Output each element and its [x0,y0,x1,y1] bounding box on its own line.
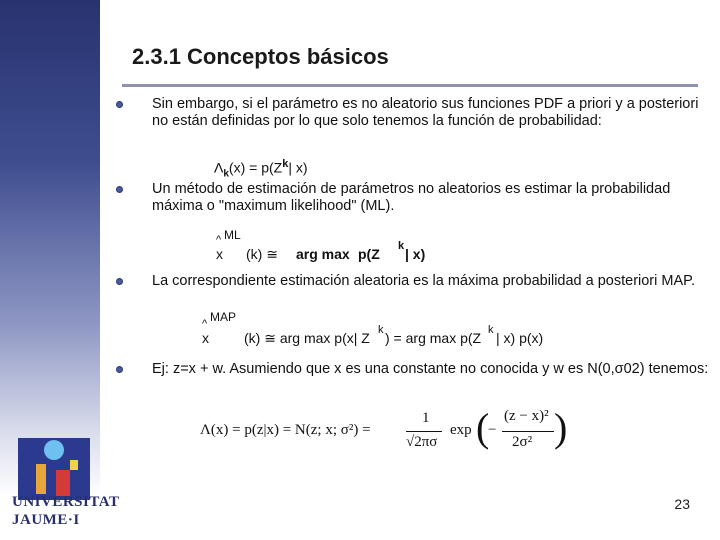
ml-rest: | x) [405,246,426,262]
gaussian-denominator: √2πσ [406,434,438,450]
map-hat: ^ [202,318,208,330]
lambda-subscript: k [223,168,229,180]
gaussian-minus: − [488,422,497,438]
gaussian-numerator: 1 [422,410,430,426]
ml-superscript-k: k [398,240,405,252]
ml-superscript: ML [224,228,241,242]
map-superscript: MAP [210,310,237,324]
university-name-line-1: UNIVERSITAT [12,494,120,510]
formula-map [202,310,562,352]
ml-k-part: (k) ≅ [246,246,278,262]
gaussian-exp: exp [450,422,472,438]
bullet-dot-icon [116,101,123,108]
gaussian-inner-fraction-line [502,431,554,432]
likelihood-superscript: k [282,158,289,170]
gaussian-fraction-line [406,431,442,432]
gaussian-inner-numerator: (z − x)² [504,408,549,424]
map-superscript-k1: k [378,324,384,336]
bullet-4-text: Ej: z=x + w. Asumiendo que x es una constante no conocida y w es N(0,σ02) tenemos: [152,361,709,377]
map-superscript-k2: k [488,324,494,336]
formula-gaussian [200,402,568,462]
university-name-line-2: JAUME·I [12,512,80,528]
slide-title: 2.3.1 Conceptos básicos [132,44,389,69]
formula-likelihood [214,158,308,179]
map-rest: | x) p(x) [496,330,544,346]
bullet-2 [152,181,712,215]
ml-argmax: arg max [296,246,350,262]
gaussian-lhs: Λ(x) = p(z|x) = N(z; x; σ²) = [200,422,371,438]
gaussian-inner-denominator: 2σ² [512,434,533,450]
lambda-symbol: Λ [214,159,224,176]
map-x: x [202,330,209,346]
map-k-part: (k) ≅ arg max p(x| Z [244,330,370,346]
bullet-1-text: Sin embargo, si el parámetro es no aleatorio sus funciones PDF a priori y a posteriori no están definidas por lo que solo tenemos la función de probabilidad: [152,96,699,129]
bullet-1 [152,96,712,130]
bullet-dot-icon [116,278,123,285]
likelihood-body: (x) = p(Z [228,159,283,176]
bullet-dot-icon [116,366,123,373]
bullet-3-text: La correspondiente estimación aleatoria es la máxima probabilidad a posteriori MAP. [152,273,695,289]
likelihood-rest: | x) [288,159,308,176]
gaussian-paren-close: ) [554,405,568,450]
ml-x: x [216,246,223,262]
ml-hat: ^ [216,234,222,246]
ml-p-part: p(Z [358,246,380,262]
bullet-3 [152,273,712,290]
page-number: 23 [674,496,690,512]
bullet-dot-icon [116,186,123,193]
formula-ml [216,228,426,268]
bullet-2-text: Un método de estimación de parámetros no aleatorios es estimar la probabilidad máxima o "maximum likelihood" (ML). [152,181,671,214]
gaussian-paren-open: ( [476,405,490,450]
bullet-4 [152,361,712,378]
map-mid: ) = arg max p(Z [385,330,482,346]
title-underline [122,84,698,87]
